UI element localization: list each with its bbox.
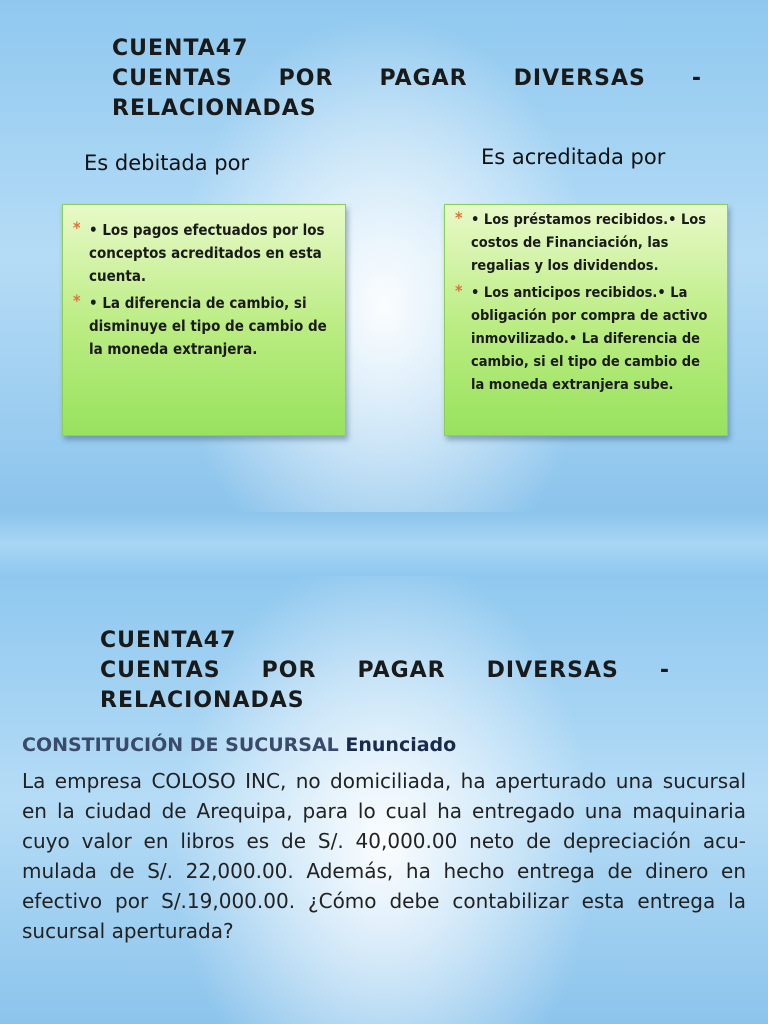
slide-1-title bbox=[112, 34, 702, 124]
title-line-3: RELACIONADAS bbox=[100, 688, 305, 713]
credit-item-text: • Los préstamos recibidos.• Los costos de Financiación, las regalias y los dividendos. bbox=[471, 212, 706, 274]
title-line-1: CUENTA47 bbox=[100, 628, 237, 653]
credit-item-text: • Los anticipos recibidos.• La obligación por compra de activo inmovilizado.• La diferencia de cambio, si el tipo de cambio de la moneda extranjera sube. bbox=[471, 285, 708, 393]
subtitle-suffix: Enunciado bbox=[345, 734, 457, 756]
debit-item-text: • Los pagos efectuados por los conceptos acreditados en esta cuenta. bbox=[89, 221, 325, 285]
bullet-star-icon: * bbox=[455, 281, 463, 300]
bullet-star-icon: * bbox=[73, 291, 81, 310]
credit-box bbox=[444, 204, 728, 436]
slide-gap bbox=[0, 512, 768, 576]
debit-item-text: • La diferencia de cambio, si disminuye el tipo de cambio de la moneda extranjera. bbox=[89, 294, 327, 358]
debit-item bbox=[75, 219, 333, 288]
debit-box bbox=[62, 204, 346, 436]
title-line-1: CUENTA47 bbox=[112, 36, 249, 61]
slide-2 bbox=[0, 576, 768, 1024]
bullet-star-icon: * bbox=[455, 208, 463, 227]
debit-heading: Es debitada por bbox=[84, 151, 250, 175]
title-line-2: CUENTAS POR PAGAR DIVERSAS - bbox=[100, 658, 670, 683]
credit-heading: Es acreditada por bbox=[481, 145, 666, 169]
credit-item bbox=[457, 209, 715, 278]
problem-statement: La empresa COLOSO INC, no domiciliada, ha aperturado una sucursal en la ciudad de Arequipa, para lo cual ha entregado una maquinaria cuyo valor en libros es de S/. 40,000.00 neto de depreciación acu-mulada de S/. 22,000.00. Además, ha hecho entrega de dinero en efectivo por S/.19,000.00. ¿Cómo debe contabilizar esta entrega la sucursal aperturada? bbox=[22, 769, 746, 943]
debit-item bbox=[75, 292, 333, 361]
title-line-2: CUENTAS POR PAGAR DIVERSAS - bbox=[112, 66, 702, 91]
slide-2-title bbox=[100, 626, 670, 716]
title-line-3: RELACIONADAS bbox=[112, 96, 317, 121]
bullet-star-icon: * bbox=[73, 218, 81, 237]
subtitle-main: CONSTITUCIÓN DE SUCURSAL bbox=[22, 734, 339, 756]
credit-item bbox=[457, 282, 715, 397]
section-subtitle bbox=[22, 734, 456, 756]
